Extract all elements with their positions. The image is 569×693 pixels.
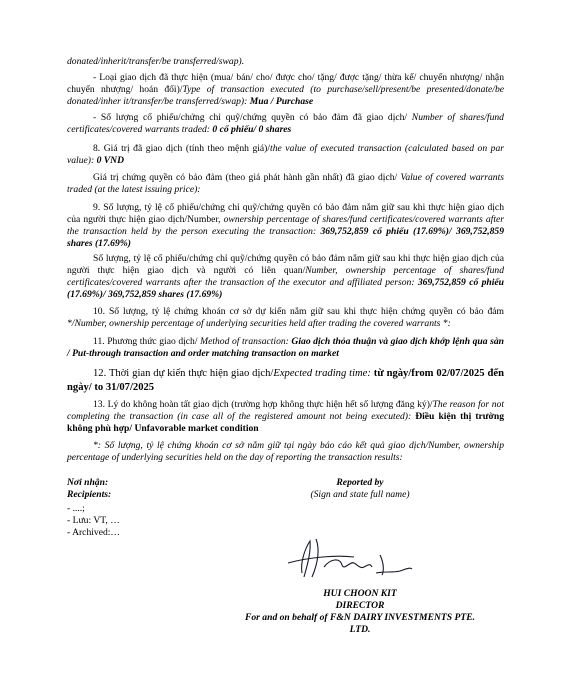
text-en: Method of transaction: xyxy=(197,336,289,347)
signer-block xyxy=(220,588,500,636)
text-en: Type of transaction executed (to purchase/sell/present/be presented/donate/be donated/inher it/transfer/be transferred/swap): xyxy=(67,84,505,107)
text-en: the value of executed transaction (calculated based on par value): xyxy=(67,143,504,166)
recipients-label-vn: Nơi nhận: xyxy=(67,477,109,488)
paragraph-holdings-affiliated xyxy=(67,253,504,301)
text-vn: 8. Giá trị đã giao dịch (tính theo mệnh giá)/ xyxy=(93,143,271,154)
text-en: Number of shares/fund certificates/covered warrants traded: xyxy=(67,112,504,135)
value: Điều kiện thị trường không phù hợp/ Unfavorable market condition xyxy=(67,411,504,434)
value: Mua / Purchase xyxy=(247,96,314,107)
signer-behalf-line: LTD. xyxy=(349,624,371,635)
text-vn: Số lượng, tỷ lệ cổ phiếu/chứng chỉ quỹ/chứng quyền có bảo đảm nắm giữ sau khi thực hiện giao dịch của người thực hiện giao dịch và người có liên quan/ xyxy=(67,253,504,276)
value: 369,752,859 cổ phiếu (17.69%)/ 369,752,859 shares (17.69%) xyxy=(67,226,504,249)
reporter-sublabel: (Sign and state full name) xyxy=(310,489,410,500)
value: 0 VND xyxy=(94,155,125,166)
handwritten-signature xyxy=(280,533,420,583)
paragraph-method xyxy=(67,336,504,360)
text-vn: 13. Lý do không hoàn tất giao dịch (trường hợp không thực hiện hết số lượng đăng ký)/ xyxy=(93,399,433,410)
text-en: ownership percentage of shares/fund certificates/covered warrants after the transaction held by the person executing the transaction: xyxy=(67,214,504,237)
text-vn: 10. Số lượng, tỷ lệ chứng khoán cơ sở dự kiến nắm giữ sau khi thực hiện chứng quyền có bảo đảm xyxy=(93,306,504,317)
text: *: Số lượng, tỷ lệ chứng khoán cơ sở nắm giữ tại ngày báo cáo kết quả giao dịch/Number, ownership percentage of underlying securities held on the day of reporting the transaction results: xyxy=(67,440,504,463)
value: Giao dịch thỏa thuận và giao dịch khớp lệnh qua sàn / Put-through transaction and order matching transaction on market xyxy=(67,336,504,359)
paragraph-warrant-value xyxy=(67,172,504,196)
recipients-block xyxy=(67,477,217,539)
signer-name: HUI CHOON KIT xyxy=(323,588,397,599)
text-en: Number, ownership percentage of shares/fund certificates/covered warrants after the transaction of the executor and affiliated person: xyxy=(67,265,504,288)
text-vn: 9. Số lượng, tỷ lệ cổ phiếu/chứng chỉ quỹ/chứng quyền có bảo đảm nắm giữ sau khi thực hiện giao dịch của người thực hiện giao dịch/Number, xyxy=(67,202,504,225)
text-en: The reason for not completing the transaction (in case all of the registered amount not being executed): xyxy=(67,399,504,422)
paragraph-executed-value xyxy=(67,143,504,167)
paragraph-expected-time xyxy=(67,367,504,395)
value: 369,752,859 cổ phiếu (17.69%)/ 369,752,859 shares (17.69%) xyxy=(67,277,504,300)
text-vn: 12. Thời gian dự kiến thực hiện giao dịch/ xyxy=(93,368,274,379)
text-vn: Giá trị chứng quyền có bảo đảm (theo giá phát hành gần nhất) đã giao dịch/ xyxy=(93,172,398,183)
paragraph-holdings-after xyxy=(67,202,504,250)
signer-behalf-line: For and on behalf of F&N DAIRY INVESTMENTS PTE. xyxy=(244,612,476,623)
paragraph-continuation xyxy=(67,56,504,68)
signer-title: DIRECTOR xyxy=(335,600,385,611)
text-vn: - Loại giao dịch đã thực hiện (mua/ bán/ cho/ được cho/ tặng/ được tặng/ thừa kế/ chuyển nhượng/ nhận chuyển nhượng/ hoán đổi)/ xyxy=(67,72,504,95)
recipients-line: - Lưu: VT, … xyxy=(67,515,120,526)
recipients-line: - Archived:… xyxy=(67,527,121,538)
value: từ ngày/from 02/07/2025 đến ngày/ to 31/07/2025 xyxy=(67,368,504,393)
reporter-header xyxy=(260,477,460,501)
paragraph-transaction-type xyxy=(67,72,504,108)
text-vn: 11. Phương thức giao dịch/ xyxy=(93,336,198,347)
value: 0 cổ phiếu/ 0 shares xyxy=(210,124,292,135)
text-en: Value of covered warrants traded (at the latest issuing price): xyxy=(67,172,504,195)
text-en: */Number, ownership percentage of underlying securities held after trading the covered warrants *: xyxy=(67,318,451,329)
text: donated/inherit/transfer/be transferred/swap). xyxy=(67,56,245,67)
paragraph-reason xyxy=(67,399,504,435)
text-en: Expected trading time: xyxy=(273,368,371,379)
recipients-label-en: Recipients: xyxy=(67,489,112,500)
reporter-label: Reported by xyxy=(336,477,384,488)
recipients-line: - ....; xyxy=(67,503,85,514)
text-vn: - Số lượng cổ phiếu/chứng chỉ quỹ/chứng quyền có bảo đảm đã giao dịch/ xyxy=(93,112,408,123)
paragraph-underlying-securities xyxy=(67,306,504,330)
paragraph-shares-traded xyxy=(67,112,504,136)
paragraph-footnote xyxy=(67,440,504,464)
